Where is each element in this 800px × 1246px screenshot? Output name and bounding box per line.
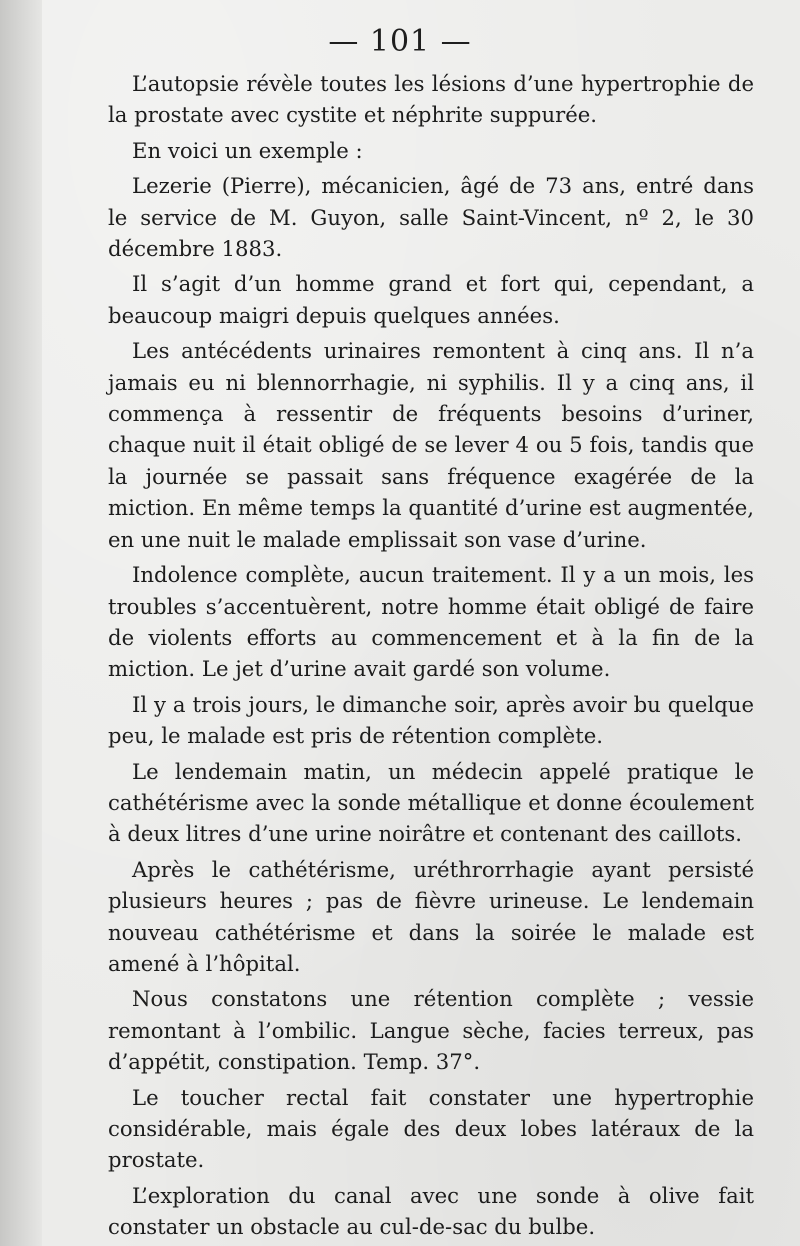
- paragraph: L’autopsie révèle toutes les lésions d’une hypertrophie de la prostate avec cystite et néphrite suppurée.: [108, 71, 754, 128]
- paragraph: Le toucher rectal fait constater une hypertrophie considérable, mais égale des deux lobes latéraux de la prostate.: [108, 1084, 754, 1173]
- page-number: — 101 —: [328, 24, 472, 59]
- page-binding-shadow: [0, 0, 42, 1246]
- paragraph: L’exploration du canal avec une sonde à olive fait constater un obstacle au cul-de-sac du bulbe.: [108, 1182, 754, 1240]
- paragraph: Le lendemain matin, un médecin appelé pratique le cathétérisme avec la sonde métallique et donne écoulement à deux litres d’une urine noirâtre et contenant des caillots.: [108, 758, 754, 847]
- paragraph: Nous constatons une rétention complète ; vessie remontant à l’ombilic. Langue sèche, facies terreux, pas d’appétit, constipation. Temp. 37°.: [108, 986, 754, 1075]
- paragraph: Lezerie (Pierre), mécanicien, âgé de 73 ans, entré dans le service de M. Guyon, salle Saint-Vincent, nº 2, le 30 décembre 1883.: [108, 173, 754, 262]
- paragraph: Il s’agit d’un homme grand et fort qui, cependant, a beaucoup maigri depuis quelques années.: [108, 271, 754, 328]
- paragraph: Il y a trois jours, le dimanche soir, après avoir bu quelque peu, le malade est pris de rétention complète.: [108, 691, 754, 749]
- paragraph: Les antécédents urinaires remontent à cinq ans. Il n’a jamais eu ni blennorrhagie, ni syphilis. Il y a cinq ans, il commença à ressentir de fréquents besoins d’uriner, chaque nuit il était obligé de se lever 4 ou 5 fois, tandis que la journée se passait sans fréquence exagérée de la miction. En même temps la quantité d’urine est augmentée, en une nuit le malade emplissait son vase d’urine.: [108, 338, 754, 552]
- paragraph: Après le cathétérisme, uréthrorrhagie ayant persisté plusieurs heures ; pas de fièvre urineuse. Le lendemain nouveau cathétérisme et dans la soirée le malade est amené à l’hôpital.: [108, 856, 754, 976]
- body-text: [108, 68, 754, 1245]
- paragraph: Indolence complète, aucun traitement. Il y a un mois, les troubles s’accentuèrent, notre homme était obligé de faire de violents efforts au commencement et à la fin de la miction. Le jet d’urine avait gardé son volume.: [108, 562, 754, 682]
- paragraph: En voici un exemple :: [132, 137, 363, 163]
